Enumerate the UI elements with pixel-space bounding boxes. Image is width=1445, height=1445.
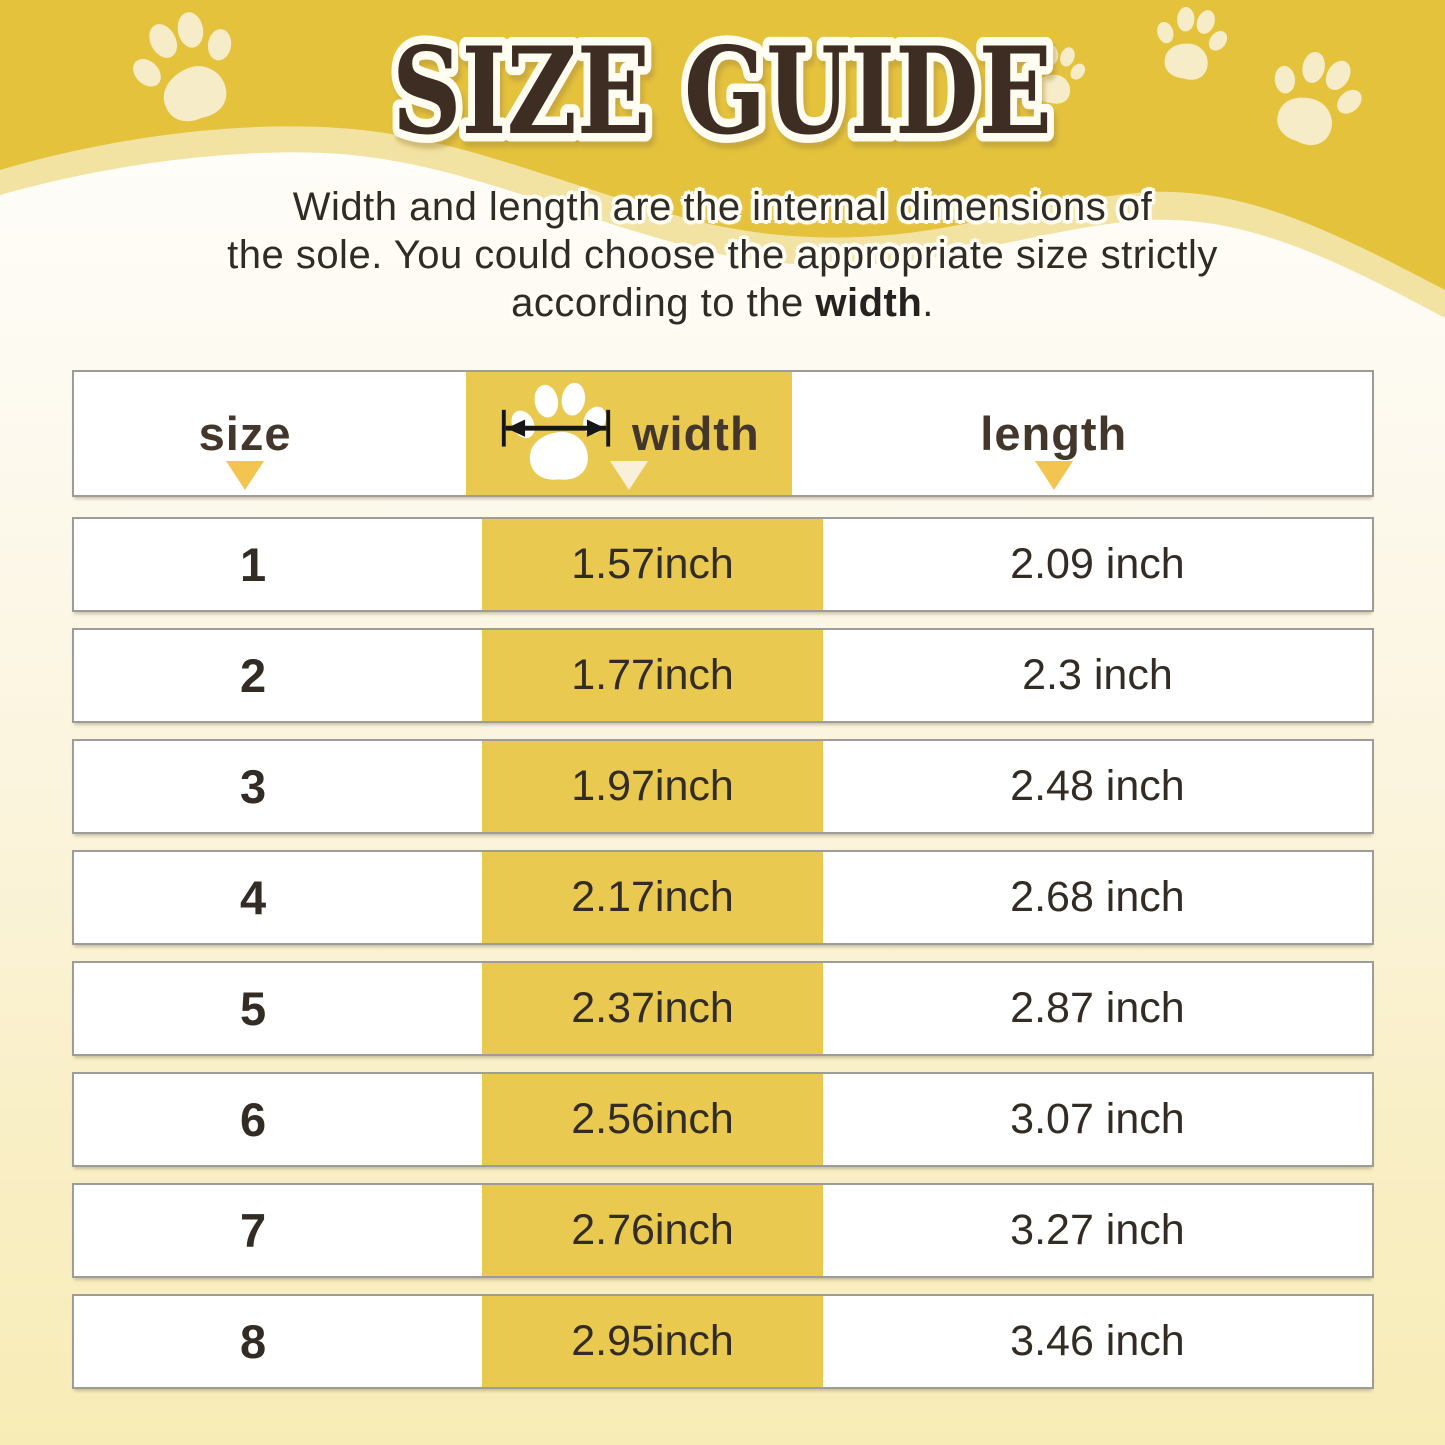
- table-row: [72, 850, 1374, 945]
- size-guide-description: [0, 183, 1445, 327]
- table-row: [72, 1072, 1374, 1167]
- description-line-2: the sole. You could choose the appropriate size strictly: [227, 233, 1218, 277]
- length-value: 3.46 inch: [1010, 1317, 1185, 1365]
- width-value: 1.97inch: [482, 741, 823, 832]
- triangle-down-icon: [226, 461, 264, 490]
- width-value: 2.37inch: [482, 963, 823, 1054]
- column-header-size: [74, 372, 466, 495]
- size-value: 7: [240, 1204, 267, 1257]
- table-row: [72, 961, 1374, 1056]
- size-table: [72, 370, 1374, 1405]
- length-value: 2.48 inch: [1010, 762, 1185, 810]
- size-value: 8: [240, 1315, 267, 1368]
- length-value: 2.68 inch: [1010, 873, 1185, 921]
- length-value: 2.87 inch: [1010, 984, 1185, 1032]
- size-value: 6: [240, 1093, 267, 1146]
- length-value: 2.09 inch: [1010, 540, 1185, 588]
- paw-width-arrow-icon: [498, 383, 614, 485]
- width-value: 2.76inch: [482, 1185, 823, 1276]
- width-value: 1.57inch: [482, 519, 823, 610]
- triangle-down-icon: [1035, 461, 1073, 490]
- length-value: 3.27 inch: [1010, 1206, 1185, 1254]
- length-value: 3.07 inch: [1010, 1095, 1185, 1143]
- length-value: 2.3 inch: [1022, 651, 1173, 699]
- size-value: 2: [240, 649, 267, 702]
- width-header-label: width: [631, 407, 760, 460]
- triangle-down-icon: [610, 461, 648, 490]
- table-row: [72, 628, 1374, 723]
- table-row: [72, 1183, 1374, 1278]
- description-line-3: according to the width.: [511, 281, 934, 325]
- width-value: 2.95inch: [482, 1296, 823, 1387]
- size-header-label: size: [198, 407, 292, 460]
- page-title: SIZE GUIDE: [392, 21, 1052, 162]
- size-value: 1: [240, 538, 267, 591]
- table-row: [72, 739, 1374, 834]
- size-value: 4: [240, 871, 267, 924]
- column-header-length: [792, 372, 1372, 495]
- width-value: 1.77inch: [482, 630, 823, 721]
- size-value: 3: [240, 760, 267, 813]
- column-header-width: [466, 372, 791, 495]
- size-value: 5: [240, 982, 267, 1035]
- width-value: 2.56inch: [482, 1074, 823, 1165]
- table-header-row: [72, 370, 1374, 497]
- table-row: [72, 517, 1374, 612]
- width-value: 2.17inch: [482, 852, 823, 943]
- table-row: [72, 1294, 1374, 1389]
- length-header-label: length: [980, 407, 1128, 460]
- description-line-1: Width and length are the internal dimensions of: [292, 185, 1153, 229]
